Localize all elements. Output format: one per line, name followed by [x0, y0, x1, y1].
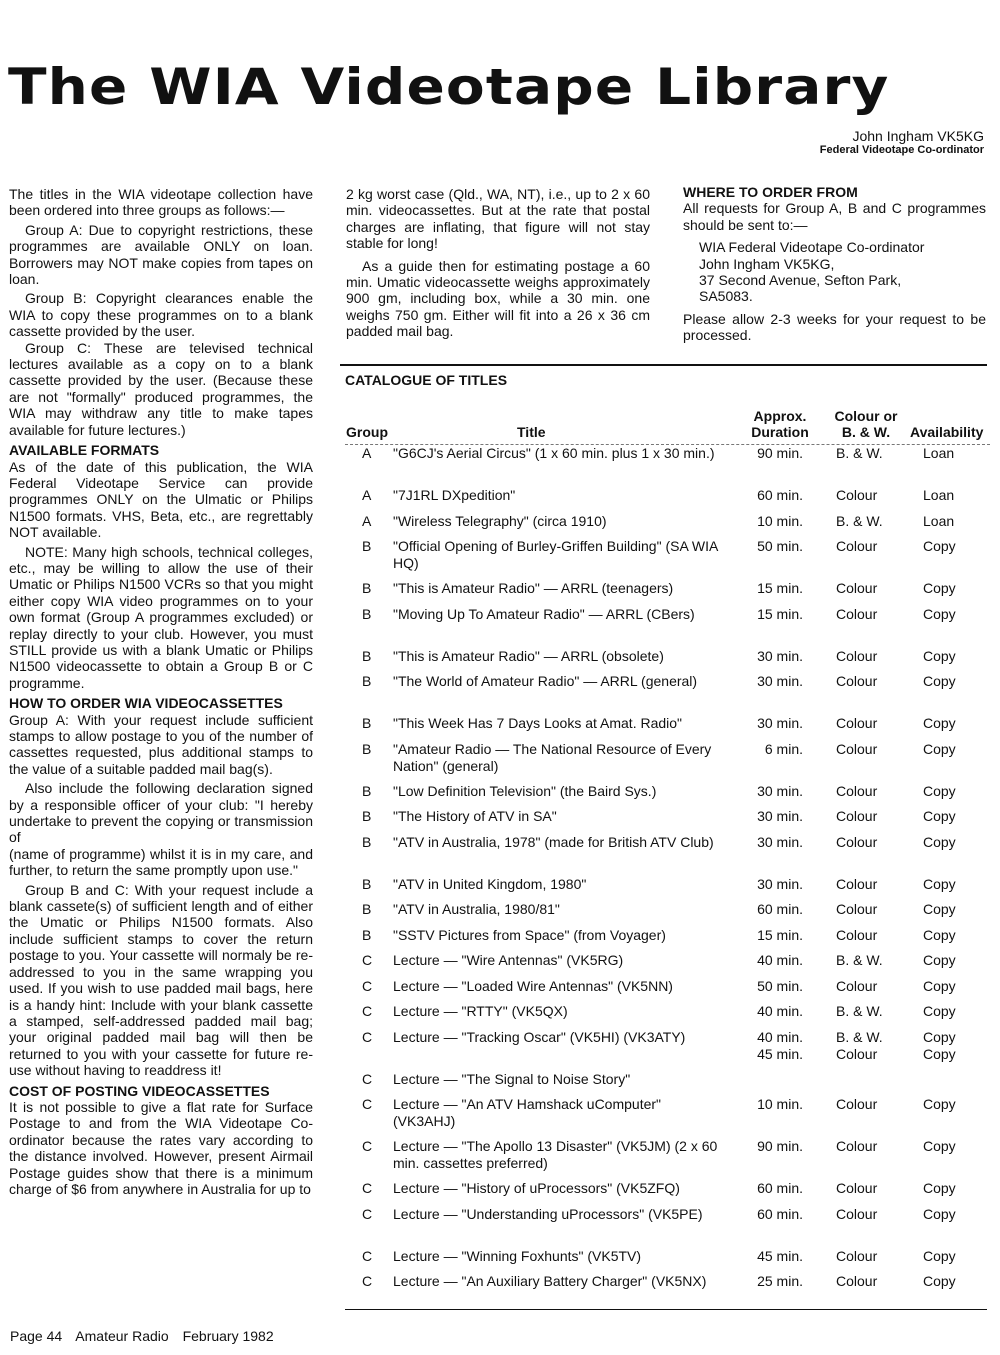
paragraph: The titles in the WIA videotape collection have been ordered into three groups as follows:—: [9, 186, 313, 219]
table-row: [345, 445, 990, 487]
table-row: [345, 952, 990, 978]
row-colour: Colour: [836, 1247, 878, 1264]
paragraph: Group A: Due to copyright restrictions, these programmes are available ONLY on loan. Borrowers may NOT make copies from tapes on loan.: [9, 221, 313, 288]
row-duration: 90 min.: [757, 1138, 803, 1154]
row-availability: Copy: [923, 740, 956, 757]
row-colour: Colour: [836, 901, 878, 917]
table-row: [345, 1273, 990, 1307]
row-group: B: [362, 875, 372, 892]
row-group: B: [362, 833, 372, 850]
row-availability: Loan: [923, 512, 955, 529]
page-title: The WIA Videotape Library: [8, 58, 890, 116]
row-duration: 30 min.: [757, 715, 803, 731]
table-row: [345, 876, 990, 902]
row-colour: Colour: [836, 740, 878, 757]
row-title: "This Week Has 7 Days Looks at Amat. Radio": [393, 715, 683, 731]
row-title: "Moving Up To Amateur Radio" — ARRL (CBers): [393, 605, 695, 622]
row-colour: Colour: [836, 647, 878, 664]
row-group: B: [362, 673, 372, 689]
row-title: Lecture — "The Signal to Noise Story": [393, 1070, 631, 1087]
row-availability: Copy: [923, 1180, 956, 1196]
header-title: Title: [517, 424, 546, 440]
page-footer: [10, 1328, 284, 1344]
row-group: B: [362, 605, 372, 622]
row-duration: 30 min.: [757, 833, 803, 850]
section-heading: HOW TO ORDER WIA VIDEOCASSETTES: [9, 695, 283, 712]
mailing-address: [699, 239, 986, 305]
row-title: "Wireless Telegraphy" (circa 1910): [393, 512, 607, 529]
row-group: B: [362, 647, 372, 664]
paragraph: Group C: These are televised technical lectures available as a copy on to a blank cassette provided by the user. (Because these are not "formally" produced programmes, the WIA may withdraw any title to make tapes available for future lectures.): [9, 339, 313, 438]
row-availability: Copy: [923, 1003, 956, 1019]
row-availability: Loan: [923, 487, 955, 503]
address-line: SA5083.: [699, 288, 753, 305]
table-row: [345, 1180, 990, 1206]
page-number: Page 44: [10, 1328, 63, 1344]
row-availability: Copy: [923, 875, 956, 892]
row-availability: Copy: [923, 715, 956, 731]
row-title: Lecture — "Loaded Wire Antennas" (VK5NN): [393, 977, 673, 994]
row-group: C: [362, 1180, 373, 1196]
row-availability: Copy: [923, 1096, 956, 1112]
row-title: "This is Amateur Radio" — ARRL (teenagers): [393, 580, 674, 596]
author-name: John Ingham VK5KG: [852, 128, 984, 144]
header-group: Group: [346, 424, 388, 440]
row-group: B: [362, 740, 372, 757]
row-title: "7J1RL DXpedition": [393, 487, 516, 503]
row-group: C: [362, 1070, 373, 1087]
row-colour: Colour: [836, 1205, 878, 1222]
table-row: [345, 1206, 990, 1248]
paragraph: All requests for Group A, B and C programmes should be sent to:—: [683, 200, 986, 233]
row-group: C: [362, 1205, 373, 1222]
row-title: Lecture — "An ATV Hamshack uComputer" (VK3AHJ): [393, 1096, 662, 1129]
paragraph: 2 kg worst case (Qld., WA, NT), i.e., up to 2 x 60 min. videocassettes. But at the rate that postal charges are inflating, that figure will not stay stable for long!: [346, 186, 650, 252]
row-colour: Colour: [836, 1273, 878, 1289]
row-title: "Low Definition Television" (the Baird Sys.): [393, 782, 657, 799]
section-heading: WHERE TO ORDER FROM: [683, 184, 858, 200]
table-row: [345, 1029, 990, 1071]
row-colour: B. & W.: [836, 1003, 883, 1019]
row-availability: Loan: [923, 445, 955, 461]
section-heading: AVAILABLE FORMATS: [9, 442, 160, 459]
row-group: B: [362, 715, 372, 731]
row-duration: 30 min.: [757, 647, 803, 664]
table-row: [345, 783, 990, 809]
row-group: C: [362, 1273, 373, 1289]
paragraph: Please allow 2-3 weeks for your request to be processed.: [683, 310, 986, 344]
row-title: "Amateur Radio — The National Resource of Every Nation" (general): [393, 740, 712, 774]
row-group: B: [362, 808, 372, 824]
paragraph: It is not possible to give a flat rate for Surface Postage to and from the WIA Videotape Co-ordinator because the rates vary according to the distance involved. However, present Airmail Postage guides show that there is a minimum charge of $6 from anywhere in Australia for up to: [9, 1098, 313, 1197]
row-colour: Colour: [836, 926, 878, 943]
catalogue-heading: CATALOGUE OF TITLES: [345, 372, 508, 388]
row-availability: Copy: [923, 1273, 956, 1289]
row-availability: Copy: [923, 926, 956, 943]
row-availability: Copy: [923, 647, 956, 664]
byline: [820, 128, 984, 156]
row-colour: Colour: [836, 1138, 878, 1154]
row-colour: Colour: [836, 1180, 878, 1196]
row-title: Lecture — "History of uProcessors" (VK5ZFQ): [393, 1180, 680, 1196]
row-title: "The History of ATV in SA": [393, 808, 557, 824]
row-title: Lecture — "Winning Foxhunts" (VK5TV): [393, 1247, 642, 1264]
row-availability: Copy: [923, 782, 956, 799]
table-row: [345, 606, 990, 648]
row-colour: Colour: [836, 715, 878, 731]
table-row: [345, 834, 990, 876]
row-duration: 30 min.: [757, 808, 803, 824]
row-availability: Copy: [923, 977, 956, 994]
row-availability: Copy: [923, 833, 956, 850]
table-row: [345, 1248, 990, 1274]
header-availability: Availability: [910, 424, 984, 440]
row-group: B: [362, 782, 372, 799]
row-colour: Colour: [836, 538, 878, 554]
row-duration: 60 min.: [757, 1180, 803, 1196]
row-group: B: [362, 580, 372, 596]
column-2: [346, 186, 650, 340]
row-duration: 40 min. 45 min.: [757, 1028, 803, 1062]
row-availability: Copy: [923, 1138, 956, 1154]
publication-name: Amateur Radio: [75, 1328, 169, 1344]
row-duration: 50 min.: [757, 977, 803, 994]
row-colour: B. & W.: [836, 952, 883, 968]
table-row: [345, 901, 990, 927]
row-title: "ATV in United Kingdom, 1980": [393, 875, 587, 892]
table-row: [345, 1071, 990, 1097]
row-group: C: [362, 1028, 373, 1045]
divider: [345, 1309, 987, 1310]
table-body: [345, 445, 990, 1307]
row-availability: Copy: [923, 538, 956, 554]
row-title: Lecture — "The Apollo 13 Disaster" (VK5JM) (2 x 60 min. cassettes preferred): [393, 1138, 718, 1171]
row-colour: Colour: [836, 1096, 878, 1112]
row-group: A: [362, 512, 372, 529]
row-colour: Colour: [836, 833, 878, 850]
header-colour: Colour or B. & W.: [834, 408, 898, 440]
table-row: [345, 487, 990, 513]
row-duration: 45 min.: [757, 1247, 803, 1264]
row-group: C: [362, 1138, 373, 1154]
row-duration: 60 min.: [757, 1205, 803, 1222]
row-duration: 90 min.: [757, 445, 803, 461]
row-title: Lecture — "RTTY" (VK5QX): [393, 1003, 568, 1019]
row-colour: Colour: [836, 605, 878, 622]
row-duration: 50 min.: [757, 538, 803, 554]
paragraph: Group B and C: With your request include a blank cassete(s) of sufficient length and of either the Umatic or Philips N1500 formats. Also include sufficient stamps to cover the return postage to you. Your cassette will normaly be re-addressed to you in the same wrapping you used. If you wish to use padded mail bags, here is a handy hint: Include with your blank cassette a stamped, self-addressed padded mail bag; your original padded mail bag will then be returned to you with your cassette for future re-use without having to readdress it!: [9, 881, 313, 1079]
row-colour: Colour: [836, 782, 878, 799]
address-line: WIA Federal Videotape Co-ordinator: [699, 239, 925, 256]
row-duration: 25 min.: [757, 1273, 803, 1289]
row-colour: B. & W.: [836, 512, 883, 529]
row-title: Lecture — "Wire Antennas" (VK5RG): [393, 952, 624, 968]
row-colour: Colour: [836, 808, 878, 824]
row-availability: Copy: [923, 901, 956, 917]
table-row: [345, 978, 990, 1004]
paragraph: Group B: Copyright clearances enable the WIA to copy these programmes on to a blank cassette provided by the user.: [9, 290, 313, 340]
row-duration: 15 min.: [757, 580, 803, 596]
address-line: 37 Second Avenue, Sefton Park,: [699, 272, 902, 289]
row-group: A: [362, 487, 372, 503]
row-availability: Copy: [923, 1205, 956, 1222]
table-row: [345, 1138, 990, 1180]
row-availability: Copy: [923, 673, 956, 689]
row-duration: 6 min.: [764, 740, 803, 757]
row-availability: Copy: [923, 952, 956, 968]
row-group: C: [362, 1096, 373, 1112]
row-duration: 30 min.: [757, 875, 803, 892]
row-duration: 15 min.: [757, 926, 803, 943]
row-availability: Copy: [923, 580, 956, 596]
table-row: [345, 538, 990, 580]
row-group: B: [362, 901, 372, 917]
row-group: A: [362, 445, 372, 461]
catalogue-table: [345, 372, 990, 1307]
row-title: "ATV in Australia, 1978" (made for British ATV Club): [393, 833, 714, 850]
column-1: [9, 186, 313, 1197]
divider: [340, 364, 987, 366]
row-duration: 30 min.: [757, 782, 803, 799]
row-title: Lecture — "Understanding uProcessors" (VK5PE): [393, 1205, 703, 1222]
row-colour: Colour: [836, 673, 878, 689]
row-title: "The World of Amateur Radio" — ARRL (general): [393, 673, 698, 689]
row-availability: Copy Copy: [923, 1028, 956, 1062]
row-colour: B. & W. Colour: [836, 1028, 883, 1062]
row-title: Lecture — "Tracking Oscar" (VK5HI) (VK3ATY): [393, 1028, 686, 1045]
table-header: [345, 388, 990, 445]
row-title: Lecture — "An Auxiliary Battery Charger" (VK5NX): [393, 1273, 707, 1289]
table-row: [345, 580, 990, 606]
table-row: [345, 741, 990, 783]
row-colour: Colour: [836, 875, 878, 892]
paragraph: (name of programme) whilst it is in my care, and further, to return the same promptly upon use.": [9, 845, 313, 879]
row-availability: Copy: [923, 808, 956, 824]
row-group: C: [362, 1003, 373, 1019]
row-availability: Copy: [923, 1247, 956, 1264]
row-colour: Colour: [836, 977, 878, 994]
row-group: C: [362, 977, 373, 994]
header-duration: Approx. Duration: [751, 408, 809, 440]
row-availability: Copy: [923, 605, 956, 622]
row-group: B: [362, 926, 372, 943]
row-colour: B. & W.: [836, 445, 883, 461]
row-group: B: [362, 538, 372, 554]
row-duration: 15 min.: [757, 605, 803, 622]
table-row: [345, 673, 990, 715]
row-colour: Colour: [836, 580, 878, 596]
row-colour: Colour: [836, 487, 878, 503]
row-title: "Official Opening of Burley-Griffen Building" (SA WIA HQ): [393, 538, 718, 571]
table-row: [345, 808, 990, 834]
table-row: [345, 1003, 990, 1029]
author-role: Federal Videotape Co-ordinator: [819, 144, 984, 156]
table-row: [345, 715, 990, 741]
row-duration: 40 min.: [757, 1003, 803, 1019]
paragraph: Also include the following declaration signed by a responsible officer of your club: "I hereby undertake to prevent the copying or transmission of: [9, 780, 313, 846]
row-title: "G6CJ's Aerial Circus" (1 x 60 min. plus 1 x 30 min.): [393, 445, 715, 461]
table-row: [345, 648, 990, 674]
address-line: John Ingham VK5KG,: [699, 255, 835, 272]
table-row: [345, 1096, 990, 1138]
row-duration: 60 min.: [757, 901, 803, 917]
row-group: C: [362, 952, 373, 968]
paragraph: As a guide then for estimating postage a 60 min. Umatic videocassette weighs approximately 900 gm, including box, while a 30 min. one weighs 750 gm. Either will fit into a 26 x 36 cm padded mail bag.: [346, 257, 650, 340]
row-duration: 30 min.: [757, 673, 803, 689]
paragraph: Group A: With your request include sufficient stamps to allow postage to you of the number of cassettes requested, plus additional stamps to the value of a suitable padded mail bag(s).: [9, 711, 313, 777]
paragraph: As of the date of this publication, the WIA Federal Videotape Service can provide programmes ONLY on the Ulmatic or Philips N1500 formats. VHS, Beta, etc., are regrettably NOT available.: [9, 458, 313, 541]
issue-date: February 1982: [182, 1328, 274, 1344]
row-group: C: [362, 1247, 373, 1264]
section-heading: COST OF POSTING VIDEOCASSETTES: [9, 1082, 270, 1099]
row-duration: 60 min.: [757, 487, 803, 503]
row-duration: 10 min.: [757, 1096, 803, 1112]
row-title: "SSTV Pictures from Space" (from Voyager): [393, 926, 666, 943]
table-row: [345, 927, 990, 953]
table-row: [345, 513, 990, 539]
row-duration: 40 min.: [757, 952, 803, 968]
paragraph: NOTE: Many high schools, technical colleges, etc., may be willing to allow the use of their Umatic or Philips N1500 VCRs so that you might either copy WIA video programmes on to your own format (Group A programmes excluded) or replay directly to your club. However, you must STILL provide us with a blank Umatic or Philips N1500 videocassette to obtain a Group B or C programme.: [9, 543, 313, 691]
row-duration: 10 min.: [757, 512, 803, 529]
column-3: [683, 184, 986, 344]
row-title: "ATV in Australia, 1980/81": [393, 901, 560, 917]
row-title: "This is Amateur Radio" — ARRL (obsolete): [393, 647, 664, 664]
